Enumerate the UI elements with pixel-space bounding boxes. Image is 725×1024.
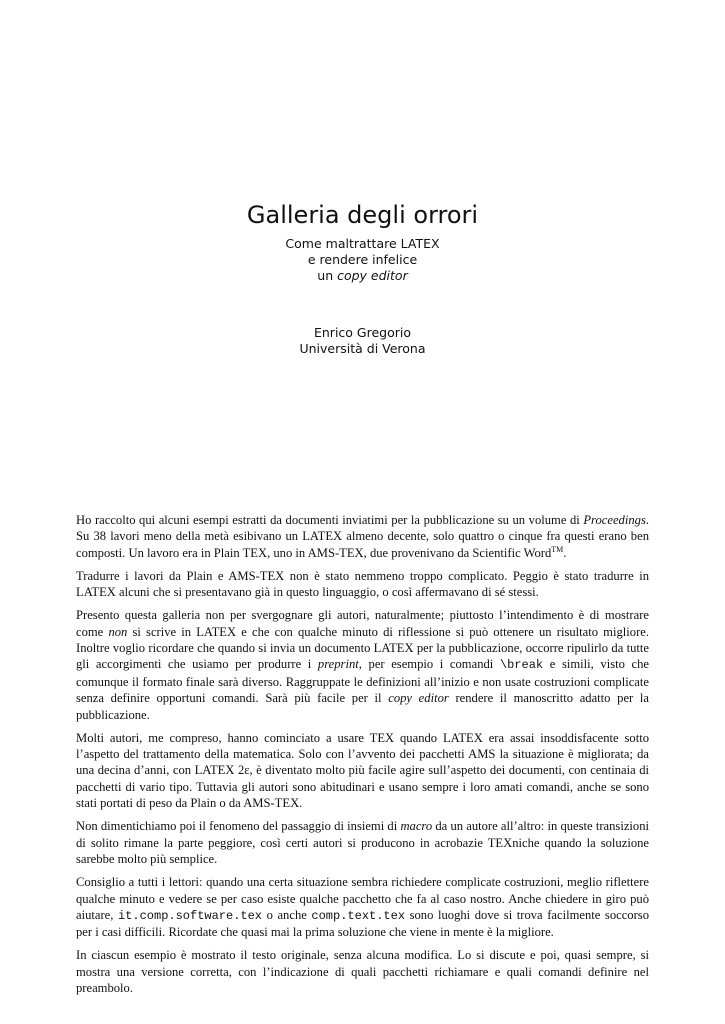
p6-text-a: Consiglio a tutti i lettori: quando una certa situazione sembra richiedere complicate costruzioni, meglio riflettere qualche minuto e vedere se per caso esiste qualche pacchetto che fa al caso nostro. Anche chiedere in giro può aiutare, bbox=[76, 875, 649, 922]
p3-code: \break bbox=[499, 658, 544, 673]
p5-text-a: Non dimentichiamo poi il fenomeno del passaggio di insiemi di bbox=[76, 819, 401, 834]
author-affiliation: Università di Verona bbox=[299, 341, 426, 356]
document-title: Galleria degli orrori bbox=[246, 201, 479, 229]
trademark-mark: TM bbox=[551, 544, 564, 554]
paragraph-1 bbox=[76, 512, 649, 561]
paragraph-6 bbox=[76, 874, 649, 941]
paragraph-4: Molti autori, me compreso, hanno cominciato a usare TEX quando LATEX era assai insoddisfacente sotto l’aspetto del trattamento della matematica. Solo con l’avvento dei pacchetti AMS la situazione è migliorata; da una decina d’anni, con LATEX 2ε, è diventato molto più facile agire sull’aspetto dei documenti, con centinaia di pacchetti di vario tipo. Tuttavia gli autori sono abitudinari e usano sempre i loro amati comandi, anche se sono stati portati di peso da Plain o da AMS-TEX. bbox=[76, 730, 649, 811]
p1-text-b: . Su 38 lavori meno della metà esibivano un LATEX almeno decente, solo quattro o cinque fra questi erano ben composti. Un lavoro era in Plain TEX, uno in AMS-TEX, due provenivano da Scientific Word bbox=[76, 513, 649, 560]
p3-emphasis-3: copy editor bbox=[388, 691, 449, 706]
newsgroup-comp-text-tex: comp.text.tex bbox=[311, 908, 406, 923]
p5-emphasis: macro bbox=[400, 819, 433, 834]
p1-text-a: Ho raccolto qui alcuni esempi estratti da documenti inviatimi per la pubblicazione su un volume di bbox=[76, 513, 584, 527]
subtitle-line-3-emphasis: copy editor bbox=[337, 268, 408, 283]
p5-text-b: da un autore all’altro: in queste transizioni di solito rimane la parte peggiore, così certi autori si producono in acrobazie TEXniche quando la soluzione sarebbe molto più semplice. bbox=[76, 819, 650, 867]
p3-emphasis-2: preprint bbox=[317, 657, 359, 672]
subtitle-line-3-prefix: un bbox=[317, 268, 338, 283]
p3-text-e: rendere il manoscritto adatto per la pubblicazione. bbox=[76, 691, 649, 722]
title-block bbox=[0, 198, 725, 284]
subtitle bbox=[0, 236, 725, 284]
paragraph-3 bbox=[76, 607, 649, 723]
p3-emphasis-1: non bbox=[108, 624, 128, 639]
p3-text-a: Presento questa galleria non per svergognare gli autori, naturalmente; piuttosto l’intendimento è di mostrare come bbox=[76, 608, 649, 639]
paragraph-7: In ciascun esempio è mostrato il testo originale, senza alcuna modifica. Lo si discute e poi, quasi sempre, si mostra una versione corretta, con l’indicazione di quali pacchetti richiamare e quali comandi definire nel preambolo. bbox=[76, 948, 649, 996]
body-text bbox=[76, 512, 649, 1003]
author-block bbox=[0, 325, 725, 357]
paragraph-2: Tradurre i lavori da Plain e AMS-TEX non è stato nemmeno troppo complicato. Peggio è stato tradurre in LATEX alcuni che si presentavano già in questo linguaggio, o così affermavano di sé stessi. bbox=[76, 568, 649, 600]
p3-text-d: e simili, visto che comunque il formato finale sarà diverso. Raggruppate le definizioni all’inizio e non usate costruzioni complicate senza definire opportuni comandi. Sarà più facile per il bbox=[76, 657, 649, 706]
p6-text-c: sono luoghi dove si trova facilmente soccorso per i casi difficili. Ricordate che quasi mai la prima soluzione che viene in mente è la migliore. bbox=[76, 907, 649, 940]
newsgroup-it-comp-software-tex: it.comp.software.tex bbox=[117, 908, 263, 923]
paragraph-5 bbox=[76, 818, 649, 867]
subtitle-line-1: Come maltrattare LATEX bbox=[285, 236, 440, 251]
p6-text-b: o anche bbox=[262, 907, 312, 922]
subtitle-line-3 bbox=[0, 268, 725, 284]
p3-text-c: , per esempio i comandi bbox=[358, 657, 500, 672]
p1-text-c: . bbox=[563, 545, 567, 560]
p1-emphasis: Proceedings bbox=[583, 513, 646, 527]
subtitle-line-2: e rendere infelice bbox=[307, 252, 418, 267]
author-name: Enrico Gregorio bbox=[313, 325, 411, 340]
p3-text-b: si scrive in LATEX e che con qualche minuto di riflessione si può ottenere un risultato migliore. Inoltre voglio ricordare che quando si invia un documento LATEX per la pubblicazione, occorre ripulirlo da tutte gli accorgimenti che usiamo per produrre i bbox=[76, 624, 650, 672]
